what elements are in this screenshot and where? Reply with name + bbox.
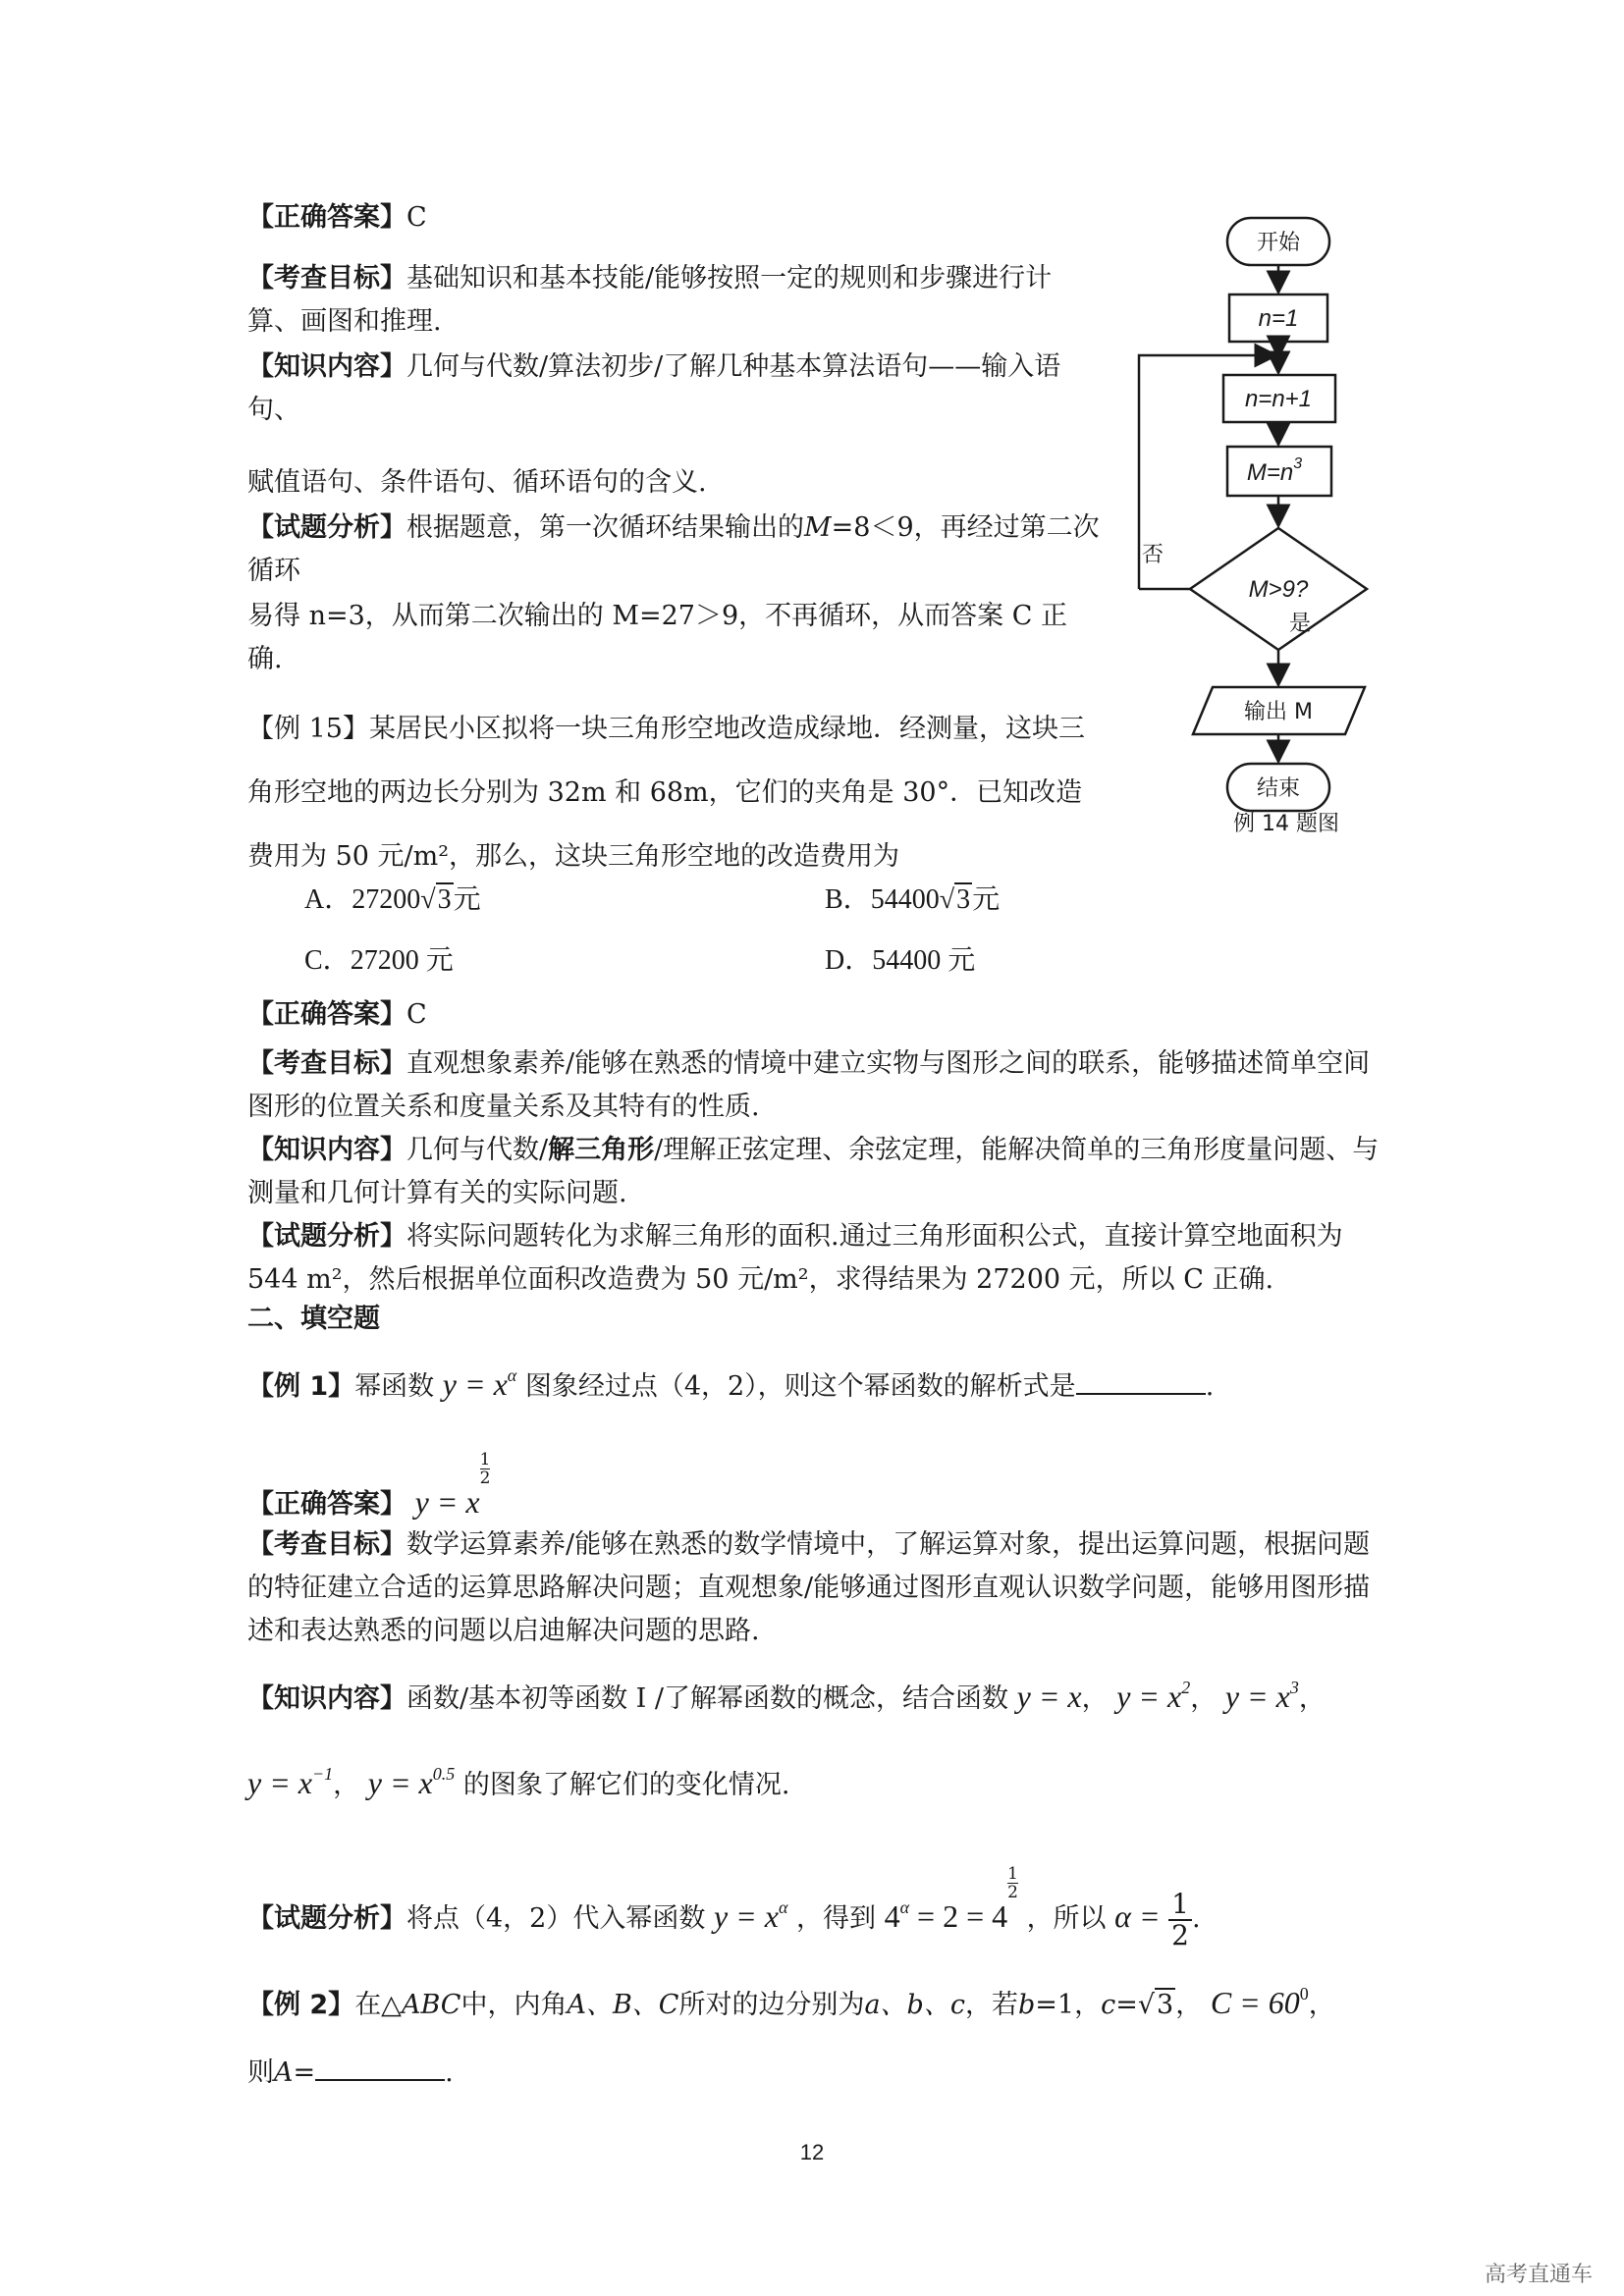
fill2-text-a: 在△	[354, 1990, 402, 2020]
fill1-tag: 【例 1】	[247, 1371, 355, 1402]
target-text: 数学运算素养/能够在熟悉的数学情境中，了解运算对象，提出运算问题，根据问题的特征建立合适的运算思路解决问题；直观想象/能够通过图形直观认识数学问题，能够用图形描述和表达熟悉的问题以启迪解决问题的思路.	[247, 1529, 1371, 1646]
analysis-func: y = x	[713, 1898, 779, 1934]
separator: ，	[1298, 1683, 1326, 1714]
func-y-x: y = x	[1016, 1679, 1082, 1714]
option-c-label: C．	[304, 945, 351, 976]
separator: ，	[1190, 1683, 1218, 1714]
exp-numerator: 1	[1007, 1864, 1018, 1884]
target-tag: 【考查目标】	[247, 263, 406, 294]
func-y-xneg1: y = x	[247, 1765, 312, 1800]
fill1-target	[247, 1523, 1388, 1653]
ex15-answer	[247, 993, 1388, 1037]
ex15-knowledge	[247, 1129, 1388, 1215]
fill1-formula: y = x	[442, 1366, 508, 1402]
answer-value: C	[406, 999, 427, 1030]
fill1-knowledge-cont	[247, 1761, 1388, 1809]
fill2-b-var: b	[1017, 1990, 1036, 2020]
func-y-x3-exp: 3	[1289, 1678, 1299, 1697]
option-c-text: 27200 元	[350, 945, 454, 976]
output-label: 输出 M	[1244, 700, 1313, 724]
func-y-x05: y = x	[367, 1765, 433, 1800]
ex14-knowledge-cont: 赋值语句、条件语句、循环语句的含义.	[247, 467, 707, 498]
knowledge-tag: 【知识内容】	[247, 351, 406, 382]
fill2-angles: A、B、C	[567, 1990, 679, 2020]
fill2-line2-b: =	[293, 2057, 316, 2088]
fill1-answer-base: y = x	[414, 1484, 480, 1520]
analysis-text-a: 根据题意，第一次循环结果输出的	[406, 512, 804, 543]
fill2-sides: a、b、c	[864, 1990, 965, 2020]
page-number: 12	[799, 2140, 825, 2164]
knowledge-tag: 【知识内容】	[247, 1683, 406, 1714]
analysis-text-c: ，所以	[1026, 1903, 1107, 1934]
fill1-analysis	[247, 1864, 1388, 1951]
fill2-line2-var: A	[274, 2057, 294, 2088]
target-tag: 【考查目标】	[247, 1529, 406, 1560]
frac-numerator: 1	[1168, 1890, 1192, 1921]
analysis-eq-exp	[1007, 1865, 1018, 1901]
func-y-xneg1-exp: −1	[312, 1764, 334, 1784]
exp-denominator: 2	[479, 1468, 491, 1488]
analysis-end: .	[1191, 1903, 1201, 1934]
option-b: B．54400√3元	[825, 884, 1001, 915]
option-b-label: B．	[825, 884, 871, 915]
func-y-x2-exp: 2	[1181, 1678, 1191, 1697]
ex15-stem: 【例 15】某居民小区拟将一块三角形空地改造成绿地．经测量，这块三角形空地的两边长分别为 32m 和 68m，它们的夹角是 30°．已知改造费用为 50 元/m²，那么，这块三角形空地的改造费用为	[247, 714, 1085, 872]
fill2-line2	[247, 2050, 1388, 2095]
fill2-c-radicand: 3	[1157, 1990, 1174, 2020]
fill2-text-c: 所对的边分别为	[678, 1990, 865, 2020]
exp-numerator: 1	[479, 1450, 491, 1469]
ex14-target	[247, 257, 1102, 344]
option-b-unit: 元	[972, 884, 1001, 915]
option-d-label: D．	[825, 945, 873, 976]
fill2-b-val: =1，	[1035, 1990, 1102, 2020]
analysis-fraction	[1168, 1887, 1192, 1951]
assign-exponent: 3	[1293, 455, 1303, 472]
fill2-cond: C = 60	[1210, 1985, 1300, 2020]
fill2-tag: 【例 2】	[247, 1990, 355, 2020]
option-a-num: 27200	[352, 884, 421, 915]
option-a-unit: 元	[453, 884, 481, 915]
end-label: 结束	[1256, 776, 1301, 801]
fill1-text-b: 图象经过点（4，2），则这个幂函数的解析式是	[524, 1371, 1076, 1402]
knowledge-text-a: 几何与代数/	[406, 1135, 549, 1165]
assign-base: M=n	[1246, 459, 1294, 486]
fill1-text-a: 幂函数	[354, 1371, 435, 1402]
ex14-answer	[247, 196, 1102, 240]
option-b-radicand: 3	[956, 884, 971, 915]
watermark: 高考直通车	[1484, 2263, 1593, 2287]
func-y-x05-exp: 0.5	[432, 1764, 456, 1784]
fill1-answer-exp	[480, 1451, 491, 1487]
condition-label: M>9?	[1248, 576, 1309, 603]
func-y-x3: y = x	[1224, 1679, 1290, 1714]
fill2-end: .	[445, 2057, 454, 2088]
section-title: 二、填空题	[247, 1304, 380, 1334]
analysis-eq-a-exp: α	[899, 1897, 910, 1917]
knowledge-text-b: 的图象了解它们的变化情况.	[462, 1770, 790, 1800]
analysis-tag: 【试题分析】	[247, 512, 406, 543]
answer-blank[interactable]	[315, 2050, 445, 2081]
init-label: n=1	[1258, 305, 1299, 332]
flowchart-diagram	[1119, 206, 1404, 834]
analysis-text-a: 将点（4，2）代入幂函数	[406, 1903, 706, 1934]
fill2-abc: ABC	[401, 1990, 461, 2020]
analysis-result: α =	[1114, 1898, 1161, 1934]
ex14-analysis-cont: 易得 n=3，从而第二次输出的 M=27＞9，不再循环，从而答案 C 正确.	[247, 601, 1067, 674]
option-d-text: 54400 元	[872, 945, 976, 976]
knowledge-text-a: 函数/基本初等函数 I /了解幂函数的概念，结合函数	[406, 1683, 1009, 1714]
knowledge-text-b: /理解正弦定理、余弦定理，能解决简单的三角形度量问题、与测量和几何计算有关的实际问题.	[247, 1135, 1380, 1208]
start-label: 开始	[1256, 231, 1301, 255]
analysis-text-b: ，得到	[796, 1903, 876, 1934]
increment-label: n=n+1	[1244, 386, 1313, 412]
fill1-alpha: α	[507, 1365, 517, 1385]
fill1-end: .	[1205, 1371, 1215, 1402]
yes-label: 是	[1288, 612, 1312, 636]
fill2-c-var: c	[1101, 1990, 1116, 2020]
target-tag: 【考查目标】	[247, 1048, 406, 1079]
fill2-text-b: 中，内角	[460, 1990, 568, 2020]
option-a-radicand: 3	[437, 884, 452, 915]
ex14-analysis	[247, 507, 1102, 593]
analysis-tag: 【试题分析】	[247, 1221, 406, 1252]
answer-value: C	[406, 202, 427, 233]
option-b-num: 54400	[870, 884, 940, 915]
target-text: 直观想象素养/能够在熟悉的情境中建立实物与图形之间的联系，能够描述简单空间图形的位置关系和度量关系及其特有的性质.	[247, 1048, 1371, 1122]
answer-tag: 【正确答案】	[247, 1489, 406, 1520]
analysis-text-b: =8＜9，再经过第二次循环	[247, 512, 1100, 586]
analysis-eq-mid: = 2 = 4	[909, 1898, 1008, 1934]
fill2-cond-exp: 0	[1299, 1984, 1309, 2003]
ex15-target	[247, 1042, 1388, 1129]
option-d	[825, 939, 975, 983]
analysis-eq-a: 4	[884, 1898, 900, 1934]
ex15-analysis	[247, 1215, 1388, 1302]
flowchart-caption: 例 14 题图	[1233, 812, 1339, 836]
answer-tag: 【正确答案】	[247, 999, 406, 1030]
func-y-x2: y = x	[1116, 1679, 1182, 1714]
frac-denominator: 2	[1171, 1918, 1189, 1951]
ex14-knowledge	[247, 346, 1102, 432]
answer-tag: 【正确答案】	[247, 202, 406, 233]
answer-blank[interactable]	[1076, 1363, 1206, 1395]
separator: ，	[333, 1770, 360, 1800]
knowledge-bold: 解三角形	[548, 1135, 655, 1165]
fill2-text-e: ，	[1308, 1990, 1335, 2020]
fill1-answer	[247, 1451, 1388, 1520]
no-label: 否	[1141, 543, 1164, 567]
fill1-question	[247, 1362, 1388, 1411]
assign-label	[1247, 455, 1302, 486]
exp-denominator: 2	[1007, 1883, 1018, 1902]
fill2-comma: ，	[1175, 1990, 1203, 2020]
option-a-label: A．	[304, 884, 352, 915]
analysis-func-exp: α	[778, 1897, 788, 1917]
knowledge-tag: 【知识内容】	[247, 1135, 406, 1165]
option-a: A．27200√3元	[304, 884, 481, 915]
target-text: 基础知识和基本技能/能够按照一定的规则和步骤进行计算、画图和推理.	[247, 263, 1053, 337]
fill2-c-val: =	[1115, 1990, 1138, 2020]
fill2-text-d: ，若	[964, 1990, 1018, 2020]
fill1-knowledge	[247, 1675, 1388, 1723]
knowledge-text: 几何与代数/算法初步/了解几种基本算法语句——输入语句、	[247, 351, 1061, 425]
analysis-var: M	[804, 512, 832, 543]
analysis-text: 将实际问题转化为求解三角形的面积.通过三角形面积公式，直接计算空地面积为 544 m²，然后根据单位面积改造费为 50 元/m²，求得结果为 27200 元，所以 C 正确.	[247, 1221, 1343, 1295]
separator: ，	[1081, 1683, 1109, 1714]
option-c	[304, 939, 454, 983]
fill2-line2-a: 则	[247, 2057, 274, 2088]
fill2-question: 【例 2】在△ABC中，内角A、B、C所对的边分别为a、b、c，若b=1，c=√3， $C = 60^0$，	[247, 1984, 1335, 2020]
analysis-tag: 【试题分析】	[247, 1903, 406, 1934]
